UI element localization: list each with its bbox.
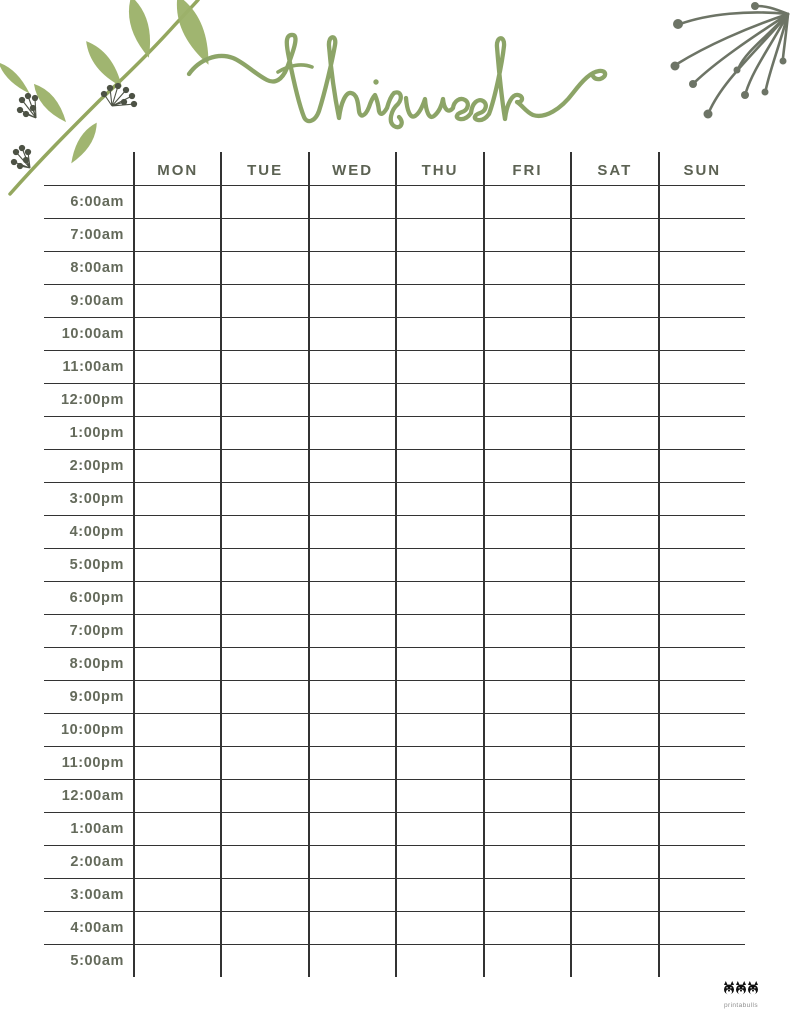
grid-cell	[570, 648, 657, 680]
grid-cell	[133, 681, 220, 713]
grid-cell	[133, 186, 220, 218]
day-header-fri: FRI	[483, 152, 570, 185]
grid-cell	[483, 714, 570, 746]
grid-cell	[220, 912, 307, 944]
time-row	[44, 581, 745, 614]
grid-cell	[308, 318, 395, 350]
grid-cell	[570, 615, 657, 647]
time-row	[44, 482, 745, 515]
grid-cell	[570, 516, 657, 548]
grid-cell	[395, 516, 482, 548]
grid-cell	[483, 879, 570, 911]
grid-cell	[220, 384, 307, 416]
time-row	[44, 284, 745, 317]
time-row	[44, 185, 745, 218]
grid-cell	[308, 780, 395, 812]
grid-cell	[570, 582, 657, 614]
grid-cell	[570, 846, 657, 878]
day-header-thu: THU	[395, 152, 482, 185]
grid-cell	[308, 252, 395, 284]
grid-cell	[395, 318, 482, 350]
grid-cell	[395, 681, 482, 713]
grid-cell	[308, 516, 395, 548]
grid-cell	[220, 318, 307, 350]
grid-cell	[308, 846, 395, 878]
grid-cell	[395, 747, 482, 779]
time-label: 5:00am	[70, 953, 124, 969]
grid-cell	[308, 945, 395, 977]
logo-text: printabulls	[723, 1002, 759, 1009]
time-label: 3:00pm	[69, 491, 124, 507]
grid-cell	[133, 318, 220, 350]
grid-cell	[220, 714, 307, 746]
grid-cell	[658, 516, 745, 548]
grid-cell	[658, 945, 745, 977]
grid-cell	[133, 714, 220, 746]
time-row	[44, 746, 745, 779]
grid-cell	[570, 912, 657, 944]
time-label: 12:00am	[61, 788, 124, 804]
grid-cell	[483, 582, 570, 614]
day-header-mon: MON	[133, 152, 220, 185]
grid-cell	[658, 549, 745, 581]
grid-cell	[395, 582, 482, 614]
day-header-tue: TUE	[220, 152, 307, 185]
grid-cell	[220, 483, 307, 515]
grid-cell	[483, 186, 570, 218]
time-label: 1:00am	[70, 821, 124, 837]
grid-cell	[570, 681, 657, 713]
grid-cell	[570, 813, 657, 845]
grid-cell	[308, 747, 395, 779]
time-label: 2:00am	[70, 854, 124, 870]
grid-cell	[395, 285, 482, 317]
grid-cell	[570, 879, 657, 911]
page-title-script	[183, 30, 608, 142]
grid-cell	[220, 945, 307, 977]
grid-cell	[658, 186, 745, 218]
berry-spray-decoration	[628, 0, 791, 152]
grid-cell	[395, 450, 482, 482]
day-header-sun: SUN	[658, 152, 745, 185]
grid-cell	[133, 219, 220, 251]
grid-cell	[658, 648, 745, 680]
grid-cell	[570, 450, 657, 482]
grid-cell	[570, 318, 657, 350]
grid-cell	[220, 648, 307, 680]
time-row	[44, 944, 745, 977]
grid-cell	[483, 483, 570, 515]
time-rows-container	[44, 185, 745, 977]
time-label: 2:00pm	[69, 458, 124, 474]
grid-cell	[133, 879, 220, 911]
grid-cell	[570, 483, 657, 515]
grid-cell	[395, 912, 482, 944]
grid-cell	[308, 681, 395, 713]
grid-cell	[483, 549, 570, 581]
grid-cell	[133, 945, 220, 977]
grid-cell	[308, 186, 395, 218]
grid-cell	[308, 450, 395, 482]
grid-cell	[308, 615, 395, 647]
grid-cell	[220, 450, 307, 482]
time-row	[44, 680, 745, 713]
grid-cell	[658, 285, 745, 317]
time-row	[44, 416, 745, 449]
grid-cell	[483, 285, 570, 317]
grid-cell	[308, 912, 395, 944]
grid-cell	[133, 285, 220, 317]
grid-cell	[658, 615, 745, 647]
time-row	[44, 647, 745, 680]
grid-cell	[570, 945, 657, 977]
grid-cell	[395, 219, 482, 251]
time-label: 4:00pm	[69, 524, 124, 540]
grid-cell	[658, 879, 745, 911]
grid-cell	[133, 615, 220, 647]
grid-cell	[395, 252, 482, 284]
grid-cell	[483, 516, 570, 548]
grid-cell	[658, 780, 745, 812]
grid-cell	[658, 219, 745, 251]
time-label: 9:00pm	[69, 689, 124, 705]
grid-cell	[133, 351, 220, 383]
grid-cell	[395, 879, 482, 911]
time-column-spacer	[44, 152, 133, 185]
grid-cell	[220, 780, 307, 812]
grid-cell	[570, 417, 657, 449]
grid-cell	[395, 351, 482, 383]
time-label: 4:00am	[70, 920, 124, 936]
grid-cell	[483, 780, 570, 812]
time-label: 6:00am	[70, 194, 124, 210]
grid-cell	[220, 615, 307, 647]
grid-cell	[483, 351, 570, 383]
grid-cell	[483, 318, 570, 350]
grid-cell	[220, 219, 307, 251]
grid-cell	[395, 714, 482, 746]
time-row	[44, 251, 745, 284]
time-row	[44, 779, 745, 812]
grid-cell	[133, 450, 220, 482]
grid-cell	[220, 879, 307, 911]
grid-cell	[483, 813, 570, 845]
grid-cell	[570, 780, 657, 812]
grid-cell	[308, 879, 395, 911]
grid-cell	[483, 681, 570, 713]
grid-cell	[133, 582, 220, 614]
time-row	[44, 548, 745, 581]
grid-cell	[483, 615, 570, 647]
grid-cell	[133, 912, 220, 944]
grid-cell	[395, 846, 482, 878]
grid-cell	[133, 549, 220, 581]
grid-cell	[220, 285, 307, 317]
day-header-wed: WED	[308, 152, 395, 185]
grid-cell	[308, 417, 395, 449]
grid-cell	[308, 219, 395, 251]
grid-cell	[483, 450, 570, 482]
grid-cell	[220, 846, 307, 878]
time-label: 11:00pm	[61, 755, 124, 771]
time-row	[44, 713, 745, 746]
grid-cell	[133, 747, 220, 779]
grid-cell	[220, 417, 307, 449]
grid-cell	[395, 615, 482, 647]
grid-cell	[308, 285, 395, 317]
day-header-sat: SAT	[570, 152, 657, 185]
grid-cell	[395, 483, 482, 515]
time-label: 7:00am	[70, 227, 124, 243]
time-label: 8:00pm	[69, 656, 124, 672]
time-label: 3:00am	[70, 887, 124, 903]
grid-cell	[483, 648, 570, 680]
grid-cell	[133, 813, 220, 845]
grid-cell	[308, 714, 395, 746]
grid-cell	[133, 846, 220, 878]
grid-cell	[570, 285, 657, 317]
grid-cell	[658, 384, 745, 416]
grid-cell	[570, 747, 657, 779]
grid-cell	[658, 681, 745, 713]
grid-cell	[220, 252, 307, 284]
grid-cell	[308, 483, 395, 515]
grid-cell	[395, 780, 482, 812]
grid-cell	[658, 846, 745, 878]
grid-cell	[133, 780, 220, 812]
time-label: 5:00pm	[69, 557, 124, 573]
time-row	[44, 350, 745, 383]
time-label: 8:00am	[70, 260, 124, 276]
time-label: 9:00am	[70, 293, 124, 309]
grid-cell	[133, 384, 220, 416]
time-row	[44, 614, 745, 647]
time-row	[44, 383, 745, 416]
grid-cell	[395, 549, 482, 581]
grid-cell	[220, 351, 307, 383]
grid-cell	[658, 351, 745, 383]
grid-cell	[658, 582, 745, 614]
grid-cell	[395, 417, 482, 449]
grid-cell	[658, 483, 745, 515]
grid-cell	[133, 483, 220, 515]
grid-cell	[658, 912, 745, 944]
time-label: 10:00am	[61, 326, 124, 342]
grid-cell	[133, 417, 220, 449]
grid-cell	[133, 252, 220, 284]
grid-cell	[483, 747, 570, 779]
grid-cell	[658, 252, 745, 284]
grid-cell	[570, 186, 657, 218]
grid-cell	[133, 516, 220, 548]
grid-cell	[308, 384, 395, 416]
time-row	[44, 218, 745, 251]
grid-cell	[658, 747, 745, 779]
grid-cell	[570, 351, 657, 383]
grid-cell	[570, 714, 657, 746]
time-row	[44, 449, 745, 482]
grid-cell	[658, 813, 745, 845]
grid-cell	[220, 582, 307, 614]
grid-cell	[308, 648, 395, 680]
grid-cell	[483, 912, 570, 944]
grid-cell	[658, 318, 745, 350]
grid-cell	[395, 384, 482, 416]
grid-cell	[308, 549, 395, 581]
time-row	[44, 845, 745, 878]
grid-cell	[308, 351, 395, 383]
time-label: 11:00am	[62, 359, 124, 375]
grid-cell	[220, 186, 307, 218]
time-label: 12:00pm	[60, 392, 124, 408]
planner-grid	[44, 152, 745, 977]
grid-cell	[658, 417, 745, 449]
grid-cell	[220, 813, 307, 845]
grid-cell	[483, 384, 570, 416]
grid-cell	[570, 549, 657, 581]
grid-cell	[395, 813, 482, 845]
grid-cell	[483, 252, 570, 284]
grid-cell	[395, 186, 482, 218]
time-row	[44, 911, 745, 944]
grid-cell	[220, 516, 307, 548]
time-row	[44, 515, 745, 548]
grid-cell	[220, 747, 307, 779]
grid-cell	[570, 252, 657, 284]
grid-cell	[483, 219, 570, 251]
grid-cell	[308, 582, 395, 614]
time-label: 10:00pm	[60, 722, 124, 738]
time-row	[44, 878, 745, 911]
time-label: 1:00pm	[69, 425, 124, 441]
grid-cell	[483, 417, 570, 449]
grid-cell	[483, 846, 570, 878]
grid-cell	[483, 945, 570, 977]
printabulls-logo	[714, 981, 768, 1009]
grid-cell	[658, 450, 745, 482]
day-header-row	[44, 152, 745, 185]
time-row	[44, 317, 745, 350]
grid-cell	[220, 681, 307, 713]
grid-cell	[395, 648, 482, 680]
grid-cell	[220, 549, 307, 581]
time-label: 7:00pm	[69, 623, 124, 639]
grid-cell	[308, 813, 395, 845]
grid-cell	[570, 219, 657, 251]
grid-cell	[133, 648, 220, 680]
grid-cell	[570, 384, 657, 416]
time-label: 6:00pm	[69, 590, 124, 606]
grid-cell	[658, 714, 745, 746]
time-row	[44, 812, 745, 845]
grid-cell	[395, 945, 482, 977]
bulldog-icons	[721, 981, 761, 998]
